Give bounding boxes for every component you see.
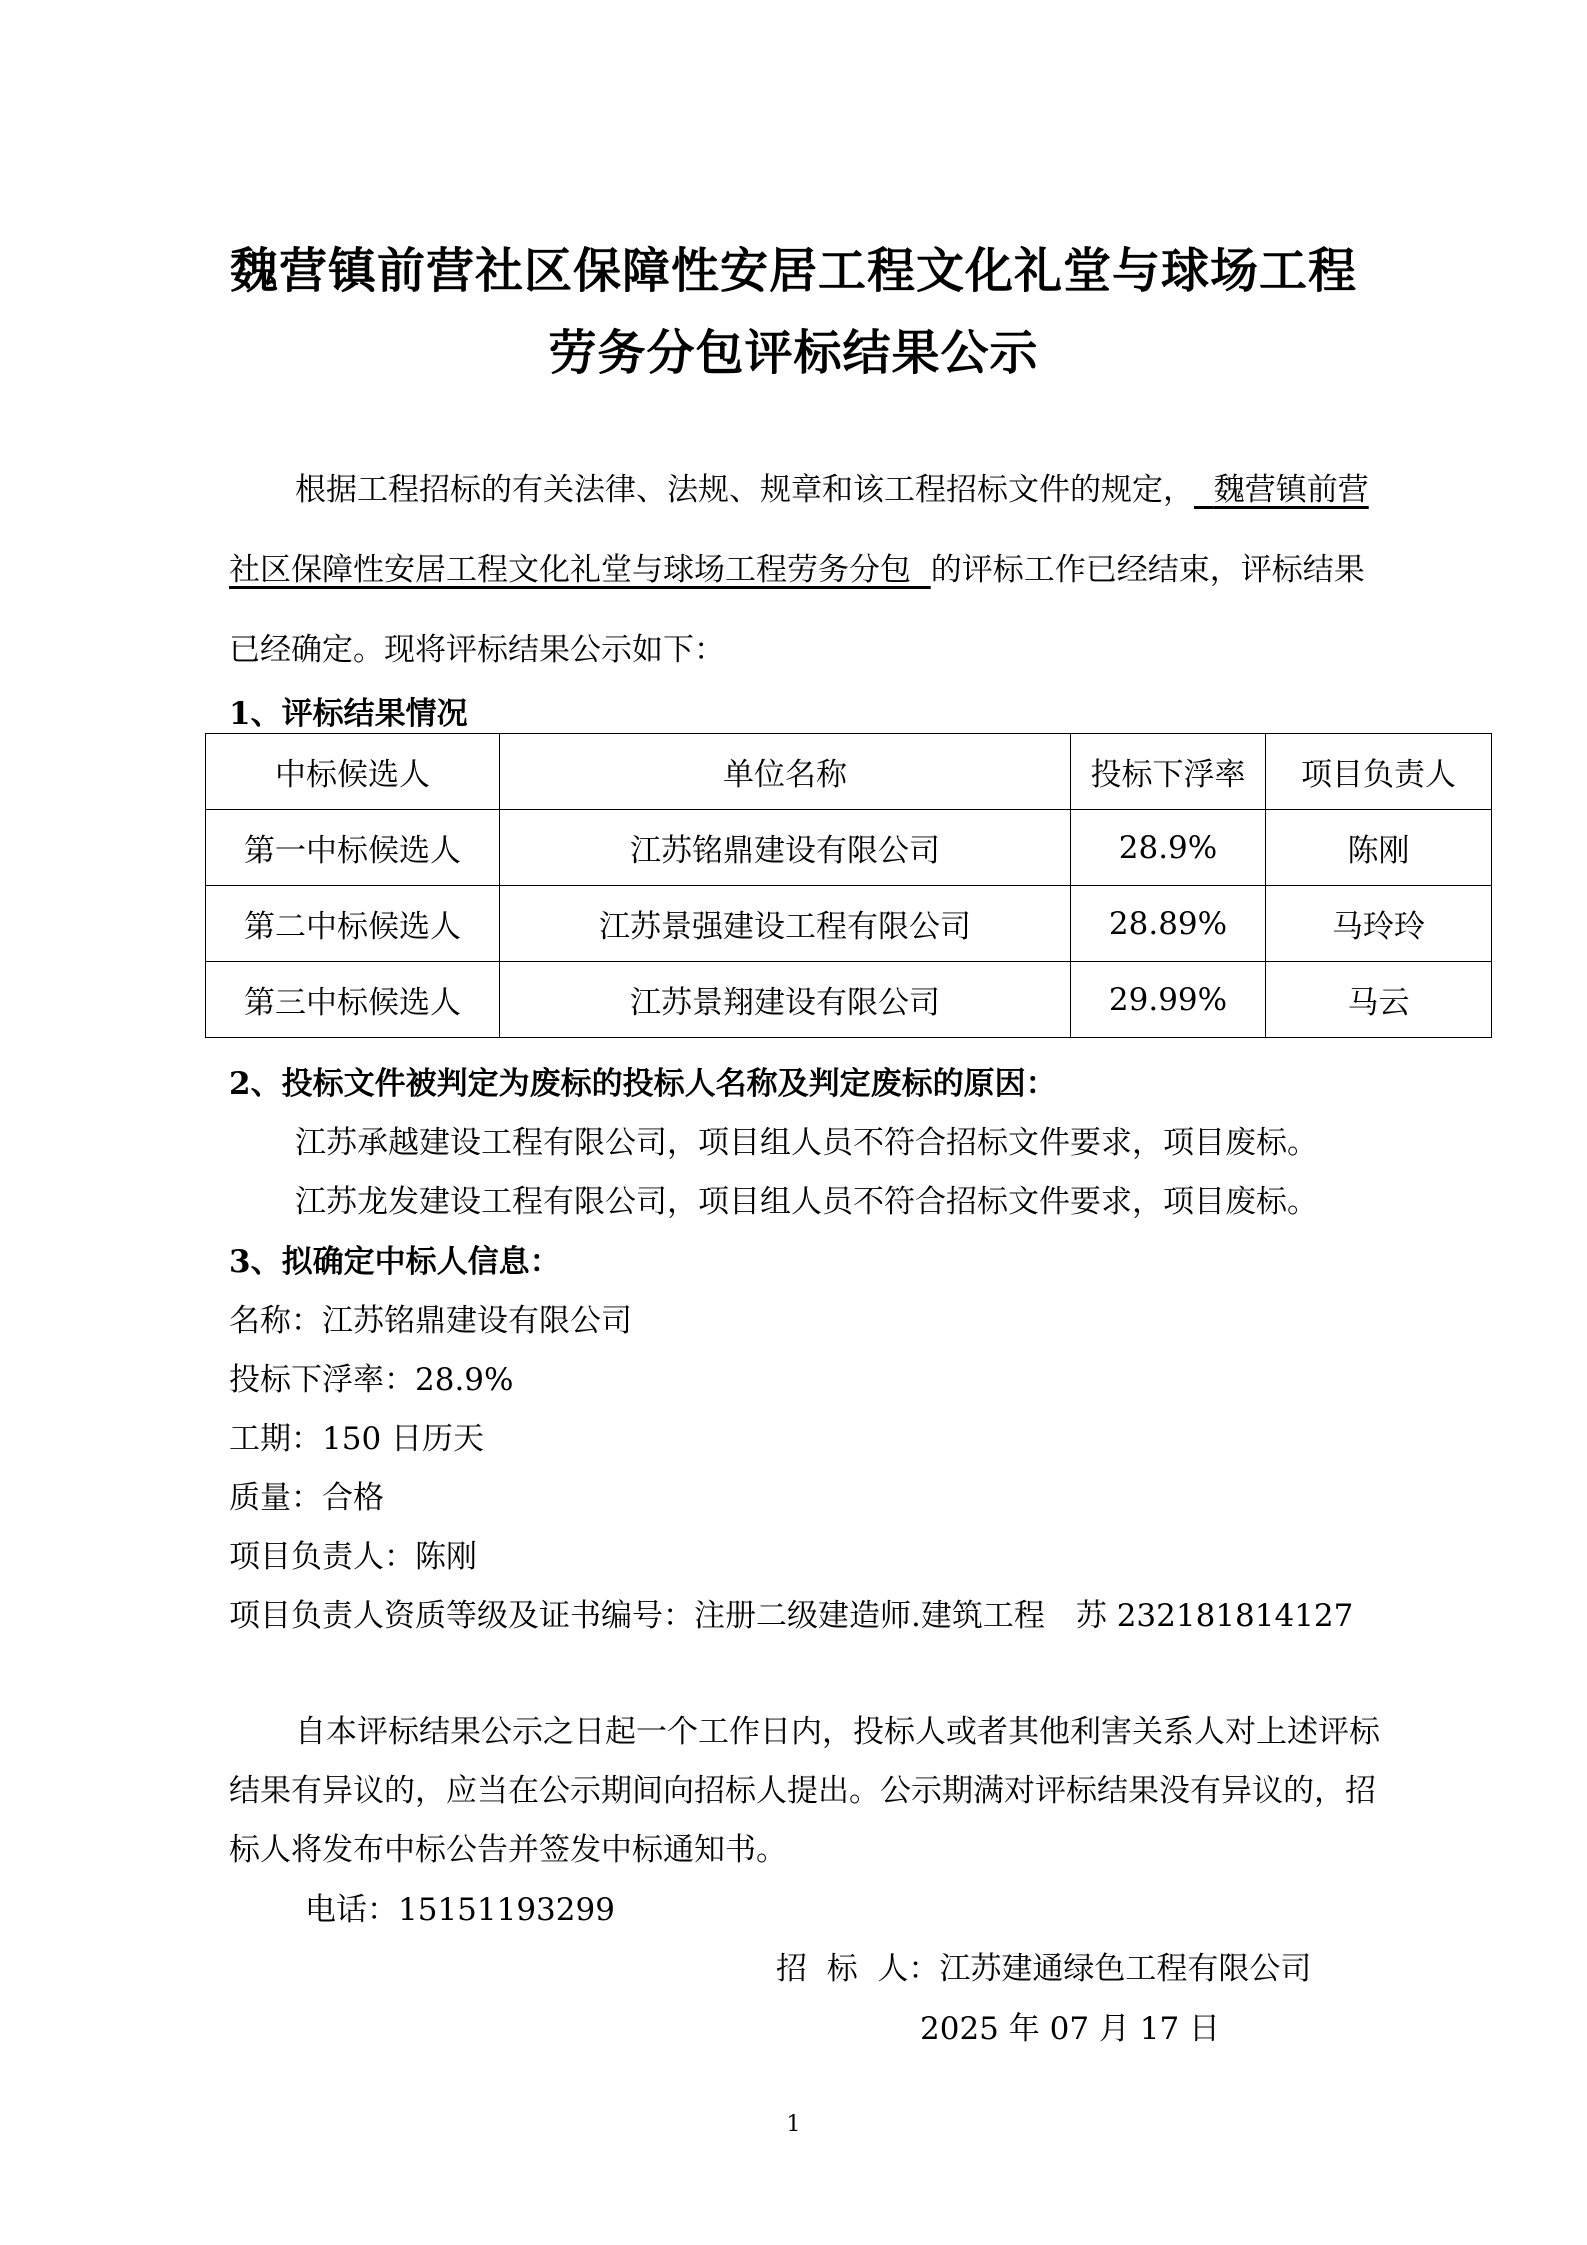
candidate-rank: 第三中标候选人: [206, 962, 500, 1038]
header-cell: 中标候选人: [206, 734, 500, 810]
company-name: 江苏景翔建设有限公司: [500, 962, 1071, 1038]
rejected-bidder-2: 江苏龙发建设工程有限公司，项目组人员不符合招标文件要求，项目废标。: [295, 1184, 1318, 1220]
doc-title-line2: 劳务分包评标结果公示: [548, 325, 1039, 381]
contact-phone: 电话：15151193299: [305, 1892, 615, 1928]
winner-duration: 工期：150 日历天: [229, 1421, 485, 1457]
page-number: 1: [786, 2112, 801, 2137]
header-cell: 投标下浮率: [1071, 734, 1266, 810]
company-name: 江苏景强建设工程有限公司: [500, 886, 1071, 962]
winner-quality: 质量：合格: [229, 1480, 384, 1516]
doc-title-line1: 魏营镇前营社区保障性安居工程文化礼堂与球场工程: [229, 243, 1357, 299]
closing-line2: 结果有异议的，应当在公示期间向招标人提出。公示期满对评标结果没有异议的，招: [229, 1773, 1376, 1809]
intro-line2: [229, 544, 1365, 589]
results-table: [205, 733, 1492, 1038]
intro-line3: 已经确定。现将评标结果公示如下：: [229, 632, 725, 668]
project-manager: 马玲玲: [1266, 886, 1492, 962]
company-name: 江苏铭鼎建设有限公司: [500, 810, 1071, 886]
section3-heading: 3、拟确定中标人信息：: [229, 1244, 561, 1280]
table-row: [206, 886, 1492, 962]
intro-prefix: 根据工程招标的有关法律、法规、规章和该工程招标文件的规定，: [295, 472, 1194, 508]
project-name-part2: 社区保障性安居工程文化礼堂与球场工程劳务分包: [229, 552, 911, 588]
header-cell: 项目负责人: [1266, 734, 1492, 810]
table-header-row: [206, 734, 1492, 810]
table-row: [206, 810, 1492, 886]
discount-rate: 29.99%: [1071, 962, 1266, 1038]
winner-name: 名称：江苏铭鼎建设有限公司: [229, 1303, 632, 1339]
candidate-rank: 第一中标候选人: [206, 810, 500, 886]
project-manager: 马云: [1266, 962, 1492, 1038]
section1-heading: 1、评标结果情况: [229, 696, 468, 732]
discount-rate: 28.9%: [1071, 810, 1266, 886]
project-name-part1: 魏营镇前营: [1213, 472, 1369, 508]
issue-date: 2025 年 07 月 17 日: [920, 2011, 1221, 2047]
table-row: [206, 962, 1492, 1038]
intro-line1: [295, 464, 1369, 509]
candidate-rank: 第二中标候选人: [206, 886, 500, 962]
project-manager: 陈刚: [1266, 810, 1492, 886]
closing-line1: 自本评标结果公示之日起一个工作日内，投标人或者其他利害关系人对上述评标: [295, 1714, 1380, 1750]
winner-certificate: 项目负责人资质等级及证书编号：注册二级建造师.建筑工程 苏 232181814127: [229, 1598, 1354, 1634]
discount-rate: 28.89%: [1071, 886, 1266, 962]
tenderer-signature: 招 标 人：江苏建通绿色工程有限公司: [776, 1951, 1312, 1987]
header-cell: 单位名称: [500, 734, 1071, 810]
section2-heading: 2、投标文件被判定为废标的投标人名称及判定废标的原因：: [229, 1066, 1057, 1102]
winner-manager: 项目负责人：陈刚: [229, 1539, 477, 1575]
closing-line3: 标人将发布中标公告并签发中标通知书。: [229, 1832, 787, 1868]
intro-suffix1: 的评标工作已经结束，评标结果: [930, 552, 1365, 588]
rejected-bidder-1: 江苏承越建设工程有限公司，项目组人员不符合招标文件要求，项目废标。: [295, 1125, 1318, 1161]
winner-discount: 投标下浮率：28.9%: [229, 1362, 514, 1398]
